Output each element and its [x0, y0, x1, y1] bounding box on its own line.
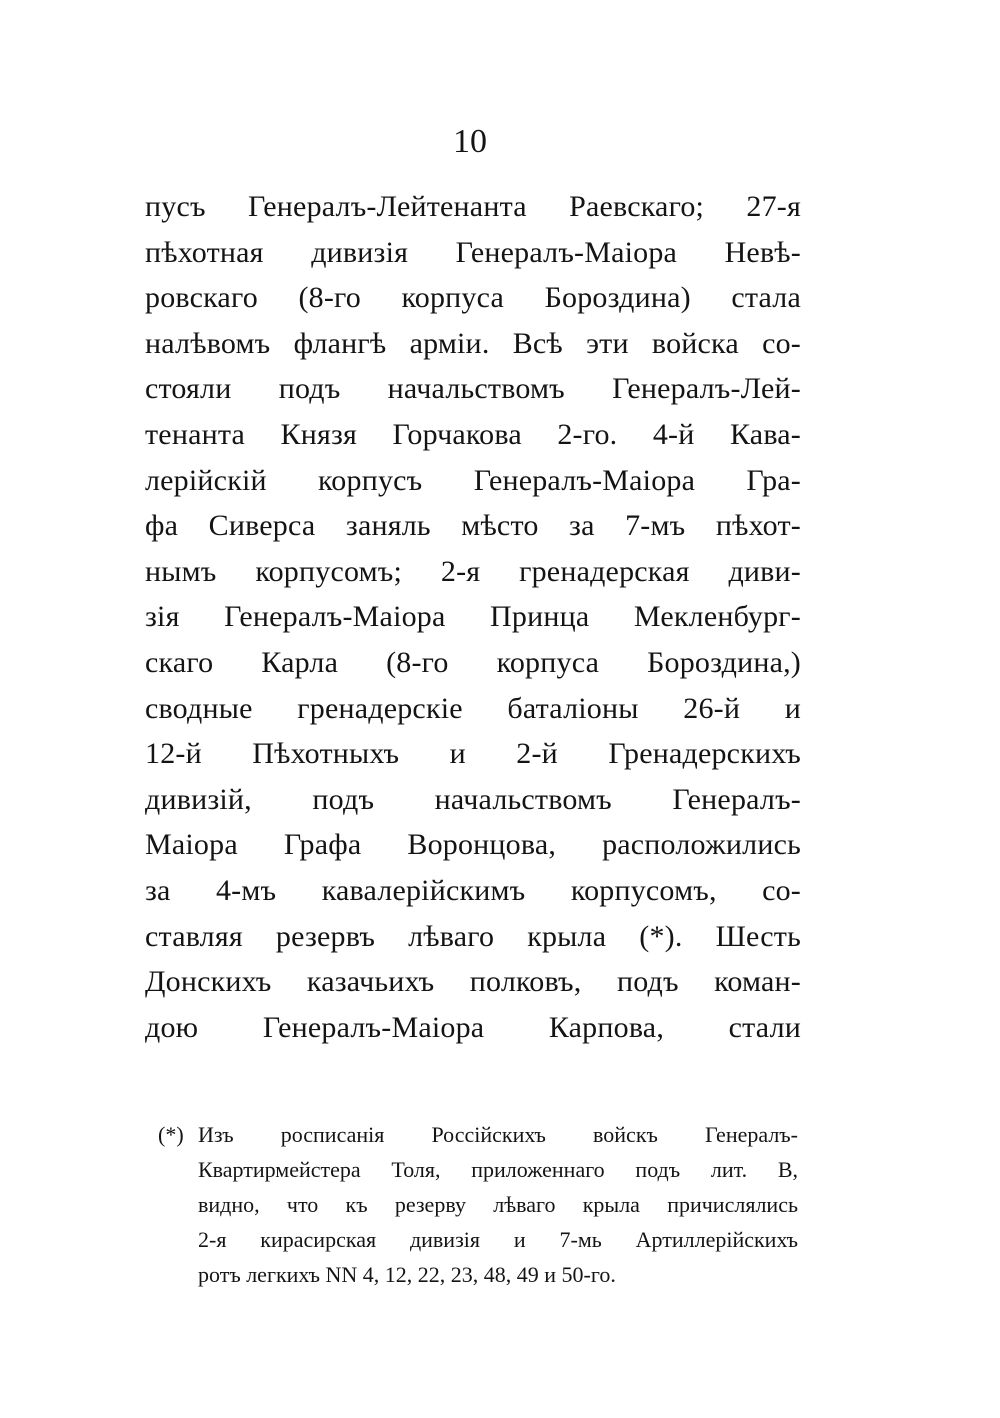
text-line: нымъ корпусомъ; 2-я гренадерская диви-: [145, 554, 801, 588]
text-line: дою Генералъ-Маіора Карпова, стали: [145, 1010, 801, 1044]
text-line: пѣхотная дивизія Генералъ-Маіора Невѣ-: [145, 235, 801, 269]
footnote-line: ротъ легкихъ NN 4, 12, 22, 23, 48, 49 и 50-го.: [198, 1262, 616, 1287]
footnote-line: видно, что къ резерву лѣваго крыла причислялись: [198, 1192, 798, 1217]
text-line: за 4-мъ кавалерійскимъ корпусомъ, со-: [145, 873, 801, 907]
body-text: [145, 184, 801, 1050]
text-line: пусъ Генералъ-Лейтенанта Раевскаго; 27-я: [145, 190, 801, 223]
text-line: сводные гренадерскіе баталіоны 26-й и: [145, 691, 801, 725]
footnote-marker: (*): [158, 1122, 184, 1147]
text-line: Донскихъ казачьихъ полковъ, подъ коман-: [145, 965, 801, 999]
text-line: лерійскій корпусъ Генералъ-Маіора Гра-: [145, 463, 801, 497]
footnote-line: [158, 1117, 798, 1152]
text-line: Маіора Графа Воронцова, расположились: [145, 828, 801, 862]
text-line: зія Генералъ-Маіора Принца Мекленбург-: [145, 600, 801, 634]
footnote-line: 2-я кирасирская дивизія и 7-мь Артиллерійскихъ: [198, 1227, 798, 1252]
footnote: [158, 1117, 798, 1292]
footnote-line: Квартирмейстера Толя, приложеннаго подъ лит. В,: [198, 1157, 798, 1182]
footnote-text: Изъ росписанія Россійскихъ войскъ Генералъ-: [198, 1122, 798, 1147]
page-number: 10: [453, 123, 487, 160]
text-line: фа Сиверса заняль мѣсто за 7-мъ пѣхот-: [145, 509, 801, 543]
text-line: стояли подъ начальствомъ Генералъ-Лей-: [145, 372, 801, 406]
text-line: налѣвомъ флангѣ арміи. Всѣ эти войска со-: [145, 326, 801, 360]
text-line: ставляя резервъ лѣваго крыла (*). Шесть: [145, 919, 801, 953]
text-line: ровскаго (8-го корпуса Бороздина) стала: [145, 281, 801, 315]
text-line: тенанта Князя Горчакова 2-го. 4-й Кава-: [145, 417, 801, 451]
text-line: скаго Карла (8-го корпуса Бороздина,): [145, 645, 801, 679]
text-line: дивизій, подъ начальствомъ Генералъ-: [145, 782, 801, 816]
text-line: 12-й Пѣхотныхъ и 2-й Гренадерскихъ: [145, 737, 801, 771]
